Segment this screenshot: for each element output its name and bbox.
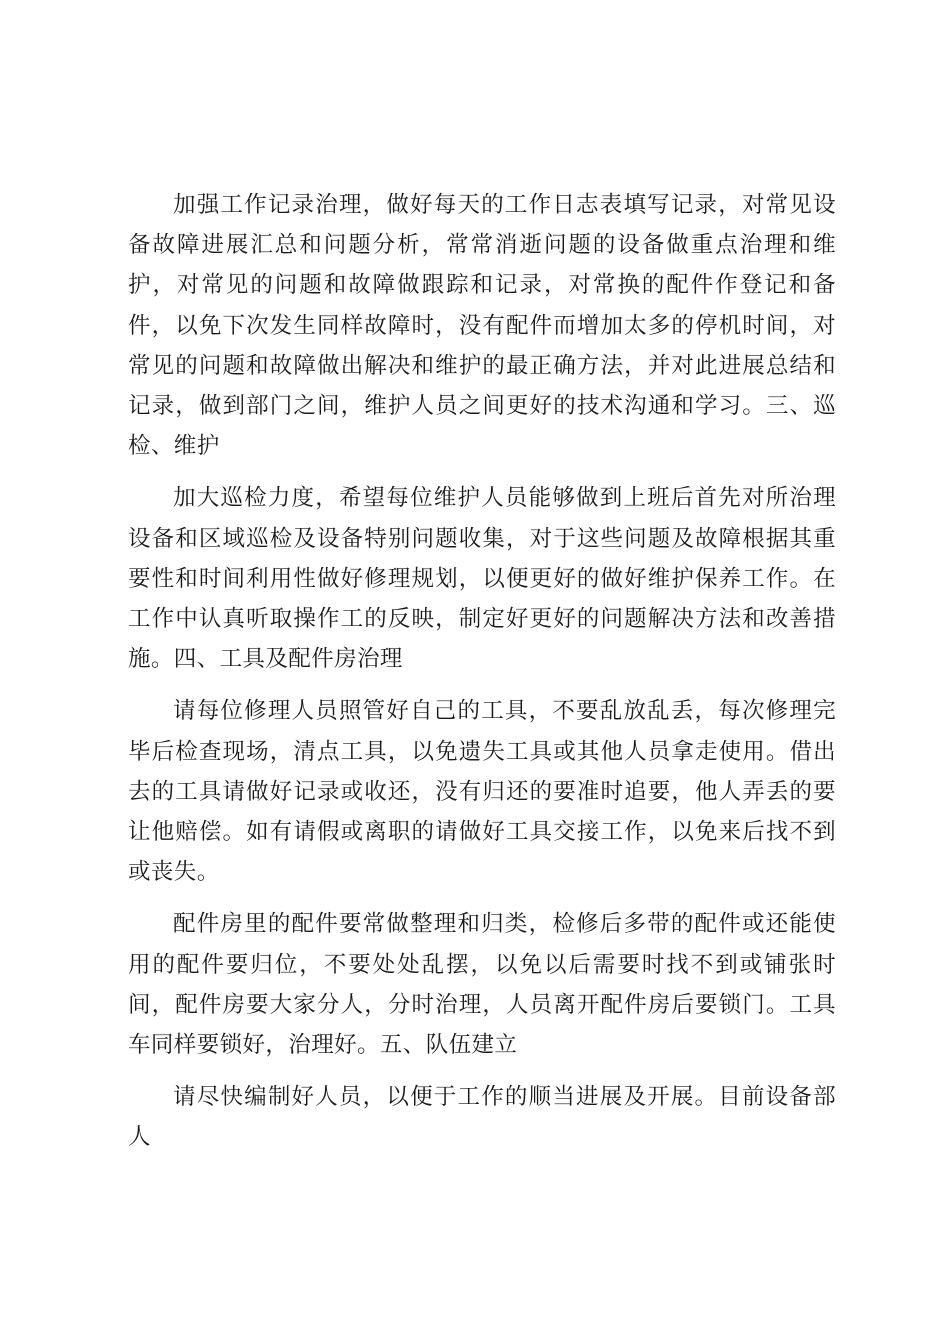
- paragraph-work-records: 加强工作记录治理，做好每天的工作日志表填写记录，对常见设备故障进展汇总和问题分析，常常消逝问题的设备做重点治理和维护，对常见的问题和故障做跟踪和记录，对常换的配件作登记和备件，以免下次发生同样故障时，没有配件而增加太多的停机时间，对常见的问题和故障做出解决和维护的最正确方法，并对此进展总结和记录，做到部门之间，维护人员之间更好的技术沟通和学习。三、巡检、维护: [128, 192, 836, 460]
- document-body: [128, 185, 836, 1170]
- paragraph-inspection: 加大巡检力度，希望每位维护人员能够做到上班后首先对所治理设备和区域巡检及设备特别问题收集，对于这些问题及故障根据其重要性和时间利用性做好修理规划，以便更好的做好维护保养工作。在工作中认真听取操作工的反映，制定好更好的问题解决方法和改善措施。四、工具及配件房治理: [128, 485, 836, 673]
- paragraph-parts-room: 配件房里的配件要常做整理和归类，检修后多带的配件或还能使用的配件要归位，不要处处乱摆，以免以后需要时找不到或铺张时间，配件房要大家分人，分时治理，人员离开配件房后要锁门。工具车同样要锁好，治理好。五、队伍建立: [128, 911, 836, 1059]
- paragraph-team: 请尽快编制好人员，以便于工作的顺当进展及开展。目前设备部人: [128, 1084, 836, 1151]
- paragraph-tools: 请每位修理人员照管好自己的工具，不要乱放乱丢，每次修理完毕后检查现场，清点工具，以免遗失工具或其他人员拿走使用。借出去的工具请做好记录或收还，没有归还的要准时追要，他人弄丢的要让他赔偿。如有请假或离职的请做好工具交接工作，以免来后找不到或丧失。: [128, 698, 836, 886]
